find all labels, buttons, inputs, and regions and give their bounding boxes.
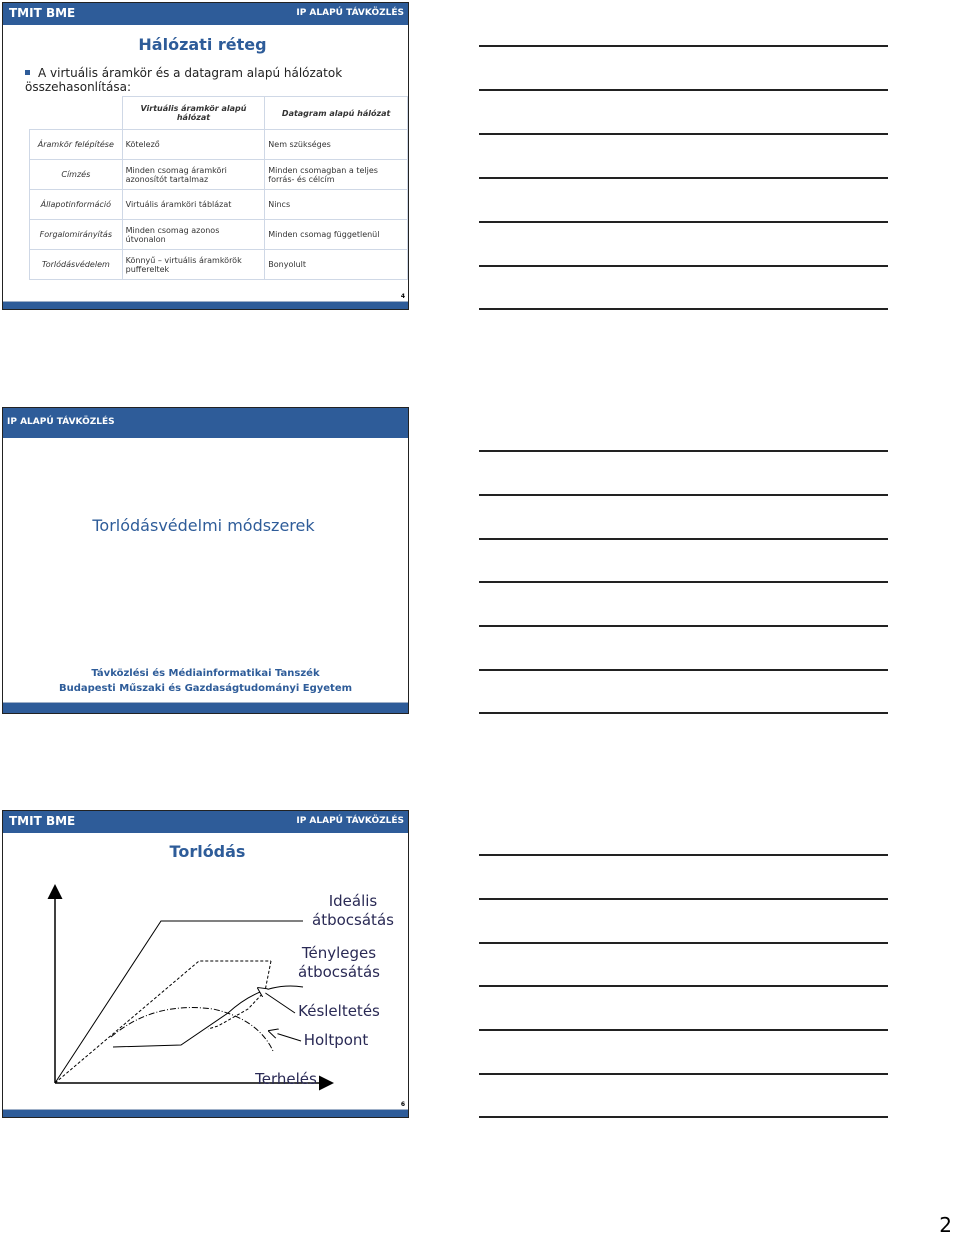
slide-network-layer (2, 2, 409, 310)
note-line (479, 538, 888, 540)
table-cell: Bonyolult (265, 250, 408, 280)
sheet-page-number: 2 (939, 1213, 952, 1237)
note-line (479, 89, 888, 91)
note-line (479, 625, 888, 627)
label-delay: Késleltetés (298, 1002, 380, 1020)
note-line (479, 177, 888, 179)
slide-title: Torlódás (169, 842, 246, 861)
label-actual-2: átbocsátás (298, 963, 380, 981)
table-row-header: Állapotinformáció (30, 190, 123, 220)
table-cell: Minden csomag azonos útvonalon (122, 220, 265, 250)
table-cell: Nem szükséges (265, 130, 408, 160)
slide-footer-bar (3, 301, 408, 309)
table-row (30, 220, 408, 250)
bullet-square-icon (25, 70, 30, 75)
table-row-header: Címzés (30, 160, 123, 190)
slide-header (3, 3, 408, 25)
deadlock-curve (111, 1008, 273, 1051)
label-ideal-2: átbocsátás (312, 911, 394, 929)
delay-curve (113, 986, 303, 1047)
note-line (479, 265, 888, 267)
label-deadlock: Holtpont (303, 1031, 369, 1049)
course-label: IP ALAPÚ TÁVKÖZLÉS (296, 8, 404, 18)
note-line (479, 669, 888, 671)
course-label: IP ALAPÚ TÁVKÖZLÉS (7, 417, 115, 427)
table-row-header: Torlódásvédelem (30, 250, 123, 280)
brand-label: TMIT BME (9, 6, 76, 20)
note-line (479, 985, 888, 987)
slide-congestion (2, 810, 409, 1118)
note-line (479, 581, 888, 583)
ideal-curve (55, 921, 303, 1083)
table-cell: Nincs (265, 190, 408, 220)
table-row-header: Forgalomirányítás (30, 220, 123, 250)
note-line (479, 494, 888, 496)
comparison-table (29, 96, 408, 280)
note-line (479, 942, 888, 944)
table-cell: Minden csomag áramköri azonosítót tartalmaz (122, 160, 265, 190)
slide-page-number: 6 (400, 1101, 405, 1108)
table-header-cell: Datagram alapú hálózat (265, 97, 408, 130)
label-actual-1: Tényleges (301, 944, 377, 962)
university-line: Budapesti Műszaki és Gazdaságtudományi Egyetem (58, 683, 353, 694)
note-line (479, 45, 888, 47)
table-header-row (30, 97, 408, 130)
actual-curve (55, 961, 271, 1083)
slide-footer-bar (3, 702, 408, 713)
slide-congestion-methods (2, 407, 409, 714)
slide-title: Torlódásvédelmi módszerek (92, 516, 315, 535)
label-load: Terhelés (255, 1070, 317, 1088)
note-line (479, 854, 888, 856)
note-line (479, 1116, 888, 1118)
note-line (479, 308, 888, 310)
slide-header (3, 408, 408, 438)
note-line (479, 1073, 888, 1075)
table-row-header: Áramkör felépítése (30, 130, 123, 160)
course-label: IP ALAPÚ TÁVKÖZLÉS (296, 816, 404, 826)
table-header-cell (30, 97, 123, 130)
department-line: Távközlési és Médiainformatikai Tanszék (91, 668, 320, 679)
note-line (479, 133, 888, 135)
table-cell: Minden csomagban a teljes forrás- és célcím (265, 160, 408, 190)
congestion-diagram (3, 851, 408, 1111)
note-line (479, 221, 888, 223)
slide-title: Hálózati réteg (138, 35, 267, 54)
note-line (479, 1029, 888, 1031)
table-cell: Virtuális áramköri táblázat (122, 190, 265, 220)
table-row (30, 130, 408, 160)
table-row (30, 250, 408, 280)
table-cell: Könnyű – virtuális áramkörök puffereltek (122, 250, 265, 280)
bullet-label: A virtuális áramkör és a datagram alapú hálózatok összehasonlítása: (25, 66, 343, 94)
note-line (479, 898, 888, 900)
table-cell: Minden csomag függetlenül (265, 220, 408, 250)
slide-page-number: 4 (400, 293, 405, 300)
table-row (30, 160, 408, 190)
table-cell: Kötelező (122, 130, 265, 160)
arrow-delay (258, 988, 295, 1013)
bullet-text (25, 66, 385, 94)
slide-header (3, 811, 408, 833)
arrow-deadlock (269, 1031, 301, 1041)
actual-curve-tail (208, 961, 271, 1029)
table-row (30, 190, 408, 220)
note-line (479, 712, 888, 714)
note-line (479, 450, 888, 452)
table-header-cell: Virtuális áramkör alapú hálózat (122, 97, 265, 130)
slide-footer-bar (3, 1109, 408, 1117)
brand-label: TMIT BME (9, 814, 76, 828)
label-ideal-1: Ideális (328, 892, 378, 910)
